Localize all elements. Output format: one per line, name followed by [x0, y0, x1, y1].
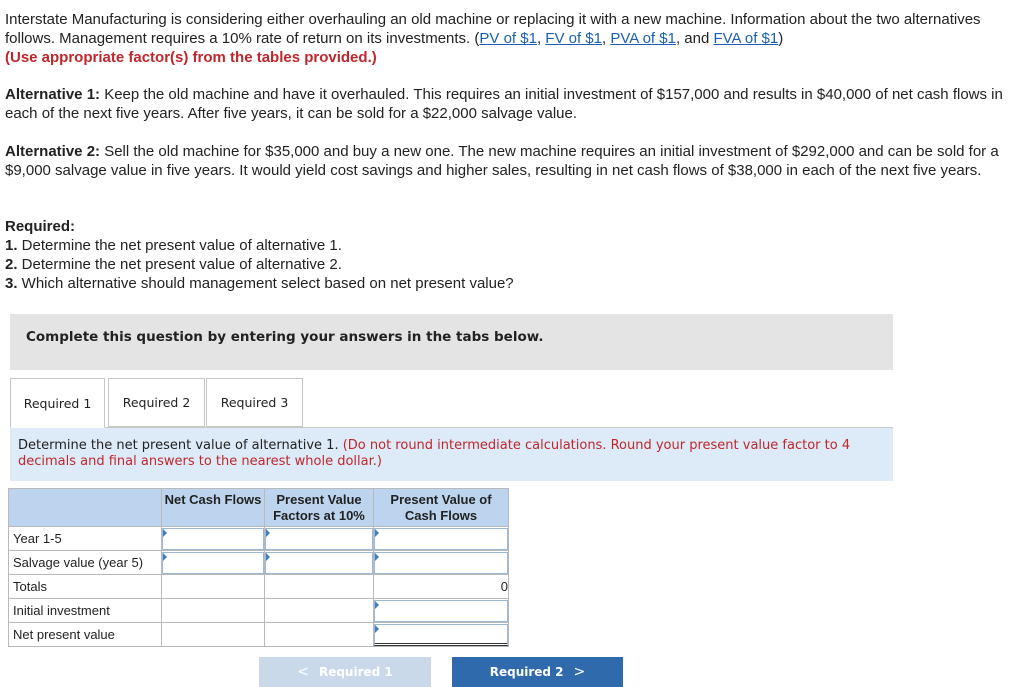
header-net-cash-flows: Net Cash Flows [162, 489, 265, 527]
tab-required-2[interactable]: Required 2 [108, 378, 205, 427]
year-1-5-pv-input[interactable] [374, 528, 508, 550]
previous-button: < Required 1 [259, 657, 431, 687]
salvage-factor-input[interactable] [265, 552, 373, 574]
salvage-cash-flow-input[interactable] [162, 552, 264, 574]
year-1-5-factor-input[interactable] [265, 528, 373, 550]
header-pv-cash-flows: Present Value of Cash Flows [374, 489, 509, 527]
problem-intro: Interstate Manufacturing is considering either overhauling an old machine or replacing it with a new machine. Information about the two alternatives follows. Management requires a 10% rate of return on its investments. (PV of $1, FV of $1, PVA of $1, and FVA of $1) (Use appropriate factor(s) from the tables provided.) [5, 11, 981, 66]
alternative-2-label: Alternative 2: [5, 143, 101, 160]
npv-table [8, 488, 509, 647]
table-row [9, 623, 509, 647]
empty-cell [265, 575, 374, 599]
alternative-2: Alternative 2: Sell the old machine for $35,000 and buy a new one. The new machine requires an initial investment of $292,000 and can be sold for a $9,000 salvage value in five years. It would yield cost savings and higher sales, resulting in net cash flows of $38,000 in each of the next five years. [5, 143, 999, 179]
pva-table-link[interactable]: PVA of $1 [610, 30, 676, 47]
header-pv-factors: Present Value Factors at 10% [265, 489, 374, 527]
row-label: Initial investment [9, 599, 162, 623]
tab-required-1[interactable]: Required 1 [10, 378, 105, 428]
salvage-pv-input[interactable] [374, 552, 508, 574]
net-present-value-input[interactable] [374, 624, 508, 646]
empty-cell [162, 575, 265, 599]
empty-cell [162, 599, 265, 623]
next-button[interactable]: Required 2 > [452, 657, 623, 687]
chevron-left-icon: < [297, 664, 309, 680]
header-blank [9, 489, 162, 527]
required-heading: Required: [5, 218, 76, 235]
fv-table-link[interactable]: FV of $1 [545, 30, 602, 47]
initial-investment-input[interactable] [374, 600, 508, 622]
row-label: Salvage value (year 5) [9, 551, 162, 575]
table-row [9, 599, 509, 623]
instruction-banner: Complete this question by entering your answers in the tabs below. [10, 314, 893, 370]
pv-table-link[interactable]: PV of $1 [479, 30, 537, 47]
task-instruction: Determine the net present value of alternative 1. (Do not round intermediate calculations. Round your present value factor to 4 decimals and final answers to the nearest whole dollar.) [10, 428, 893, 481]
table-row [9, 551, 509, 575]
table-row [9, 575, 509, 599]
alternative-1-label: Alternative 1: [5, 86, 101, 103]
empty-cell [162, 623, 265, 647]
row-label: Year 1-5 [9, 527, 162, 551]
totals-value: 0 [374, 575, 509, 599]
empty-cell [265, 599, 374, 623]
required-section: Required: 1. Determine the net present value of alternative 1. 2. Determine the net present value of alternative 2. 3. Which alternative should management select based on net present value? [5, 218, 514, 292]
factor-note: (Use appropriate factor(s) from the tables provided.) [5, 49, 377, 66]
rounding-note: (Do not round intermediate calculations. Round your present value factor to 4 decimals and final answers to the nearest whole dollar.) [18, 438, 851, 469]
table-row [9, 527, 509, 551]
fva-table-link[interactable]: FVA of $1 [713, 30, 779, 47]
empty-cell [265, 623, 374, 647]
alternative-1: Alternative 1: Keep the old machine and have it overhauled. This requires an initial investment of $157,000 and results in $40,000 of net cash flows in each of the next five years. After five years, it can be sold for a $22,000 salvage value. [5, 86, 1003, 122]
row-label: Totals [9, 575, 162, 599]
table-header-row [9, 489, 509, 527]
row-label: Net present value [9, 623, 162, 647]
tab-required-3[interactable]: Required 3 [206, 378, 303, 427]
chevron-right-icon: > [573, 664, 586, 680]
year-1-5-cash-flow-input[interactable] [162, 528, 264, 550]
